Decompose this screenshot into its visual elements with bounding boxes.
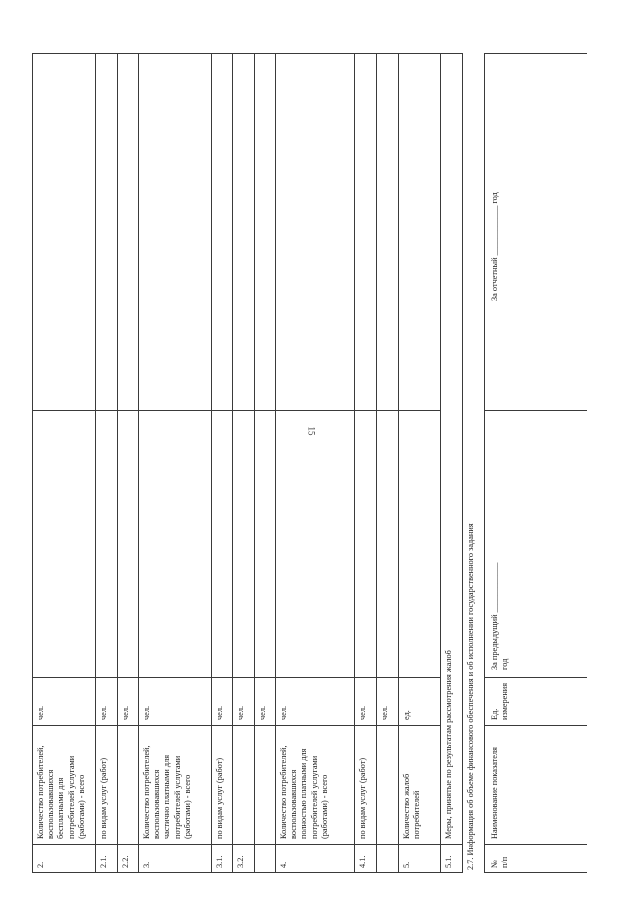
column-border bbox=[440, 872, 462, 873]
header-prev-year: За предыдущий ____________ год bbox=[490, 562, 510, 670]
header-unit: Ед. измерения bbox=[490, 682, 510, 720]
row-unit: чел. bbox=[279, 705, 288, 720]
row-border bbox=[232, 53, 233, 873]
column-border bbox=[484, 844, 587, 845]
header-report-year: За отчетный ____________ год bbox=[490, 192, 499, 301]
row-border bbox=[376, 53, 377, 873]
row-unit: чел. bbox=[258, 705, 267, 720]
row-5-1-text: Меры, принятые по результатам рассмотрения жалоб bbox=[444, 650, 453, 839]
column-border bbox=[484, 872, 587, 873]
page-number: 15 bbox=[306, 426, 317, 436]
row-name: Количество потребителей, воспользовавшихся бесплатными для потребителей услугами (работами) - всего bbox=[36, 745, 86, 839]
row-border bbox=[398, 53, 399, 873]
row-number: 5. bbox=[402, 861, 411, 868]
row-unit: чел. bbox=[36, 705, 45, 720]
row-border bbox=[484, 53, 485, 873]
row-name: по видам услуг (работ) bbox=[215, 757, 224, 839]
row-border bbox=[138, 53, 139, 873]
column-border bbox=[32, 844, 440, 845]
row-border bbox=[254, 53, 255, 873]
row-border bbox=[32, 53, 33, 873]
column-border bbox=[32, 725, 440, 726]
column-border bbox=[32, 410, 440, 411]
row-number: 2. bbox=[36, 861, 45, 868]
row-number: 2.1. bbox=[99, 855, 108, 868]
row-name: по видам услуг (работ) bbox=[358, 757, 367, 839]
header-num: № п/п bbox=[490, 856, 510, 868]
column-border bbox=[32, 677, 440, 678]
row-unit: чел. bbox=[380, 705, 389, 720]
row-unit: ед. bbox=[402, 710, 411, 720]
row-unit: чел. bbox=[121, 705, 130, 720]
row-unit: чел. bbox=[358, 705, 367, 720]
column-border bbox=[440, 844, 462, 845]
row-unit: чел. bbox=[236, 705, 245, 720]
row-number: 3. bbox=[142, 861, 151, 868]
row-unit: чел. bbox=[215, 705, 224, 720]
row-name: Количество жалоб потребителей bbox=[402, 773, 422, 839]
row-border bbox=[275, 53, 276, 873]
row-number: 2.2. bbox=[121, 855, 130, 868]
row-border bbox=[354, 53, 355, 873]
header-name: Наименование показателя bbox=[490, 747, 499, 839]
rotated-sheet bbox=[32, 53, 587, 873]
row-number: 4. bbox=[279, 861, 288, 868]
row-border bbox=[211, 53, 212, 873]
column-border bbox=[32, 872, 440, 873]
row-unit: чел. bbox=[99, 705, 108, 720]
row-border bbox=[462, 53, 463, 873]
row-number: 3.1. bbox=[215, 855, 224, 868]
section-title: 2.7. Информация об объеме финансового обеспечения и об исполнении государственного задания bbox=[466, 523, 475, 870]
row-number: 4.1. bbox=[358, 855, 367, 868]
row-border bbox=[117, 53, 118, 873]
column-border bbox=[484, 725, 587, 726]
table-right-border bbox=[32, 53, 462, 54]
row-name: Количество потребителей, воспользовавшихся частично платными для потребителей услугами (работами) - всего bbox=[142, 745, 192, 839]
row-unit: чел. bbox=[142, 705, 151, 720]
row-border bbox=[95, 53, 96, 873]
column-border bbox=[484, 410, 587, 411]
row-name: по видам услуг (работ) bbox=[99, 757, 108, 839]
row-border bbox=[440, 53, 441, 873]
row-number: 3.2. bbox=[236, 855, 245, 868]
row-name: Количество потребителей, воспользовавшихся полностью платными для потребителей услугами (работами) - всего bbox=[279, 745, 329, 839]
column-border bbox=[484, 677, 587, 678]
row-number: 5.1. bbox=[444, 855, 453, 868]
